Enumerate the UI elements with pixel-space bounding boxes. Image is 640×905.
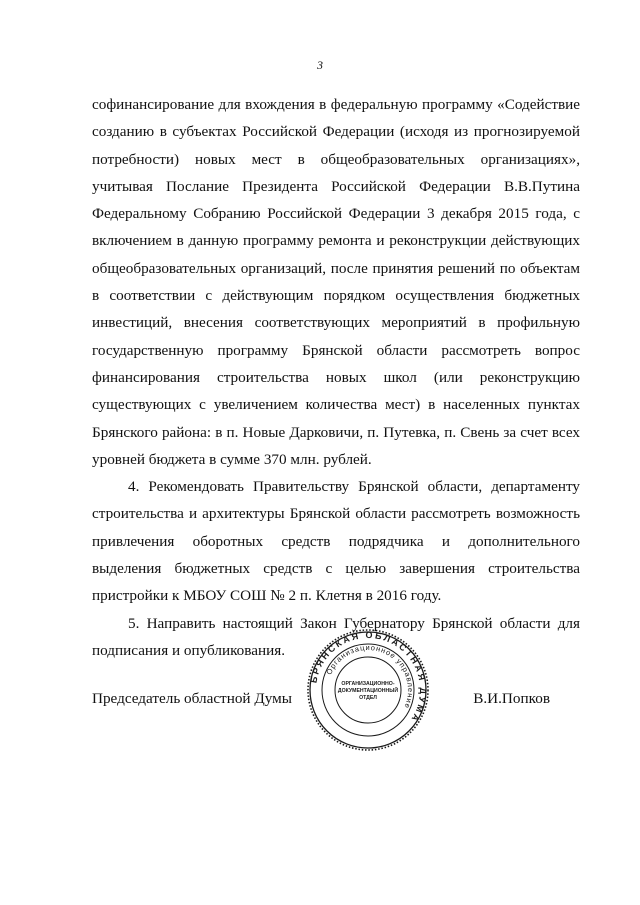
seal-center-line-2: ДОКУМЕНТАЦИОННЫЙ bbox=[337, 688, 399, 694]
paragraph-continuation: софинансирование для вхождения в федеральную программу «Содействие созданию в субъектах Российской Федерации (исходя из прогнозируемой потребности) новых мест в общеобразовательных организациях», учитывая Послание Президента Российской Федерации В.В.Путина Федеральному Собранию Российской Федерации 3 декабря 2015 года, с включением в данную программу ремонта и реконструкции действующих общеобразовательных организаций, после принятия решений по объектам в соответствии с действующим порядком осуществления бюджетных инвестиций, внесения соответствующих мероприятий в профильную государственную программу Брянской области рассмотреть вопрос финансирования строительства новых школ (или реконструкцию существующих с увеличением количества мест) в населенных пунктах Брянского района: в п. Новые Дарковичи, п. Путевка, п. Свень за счет всех уровней бюджета в сумме 370 млн. рублей. bbox=[92, 96, 580, 468]
seal-outer-text: БРЯНСКАЯ ОБЛАСТНАЯ ДУМА bbox=[308, 629, 429, 725]
paragraph-item-5: 5. Направить настоящий Закон Губернатору Брянской области для подписания и опубликования. bbox=[92, 614, 580, 659]
official-seal bbox=[306, 628, 430, 752]
document-body bbox=[92, 91, 580, 664]
seal-center-line-3: ОТДЕЛ bbox=[359, 695, 377, 701]
paragraph-item-4: 4. Рекомендовать Правительству Брянской области, департаменту строительства и архитектуры Брянской области рассмотреть возможность привлечения оборотных средств подрядчика и дополнительного выделения бюджетных средств с целью завершения строительства пристройки к МБОУ СОШ № 2 п. Клетня в 2016 году. bbox=[92, 478, 580, 605]
signatory-position: Председатель областной Думы bbox=[92, 690, 292, 707]
signatory-name: В.И.Попков bbox=[473, 690, 550, 707]
seal-middle-text: Организационное управление bbox=[324, 642, 416, 711]
page-number: 3 bbox=[317, 58, 323, 72]
seal-center-line-1: ОРГАНИЗАЦИОННО- bbox=[341, 681, 395, 687]
